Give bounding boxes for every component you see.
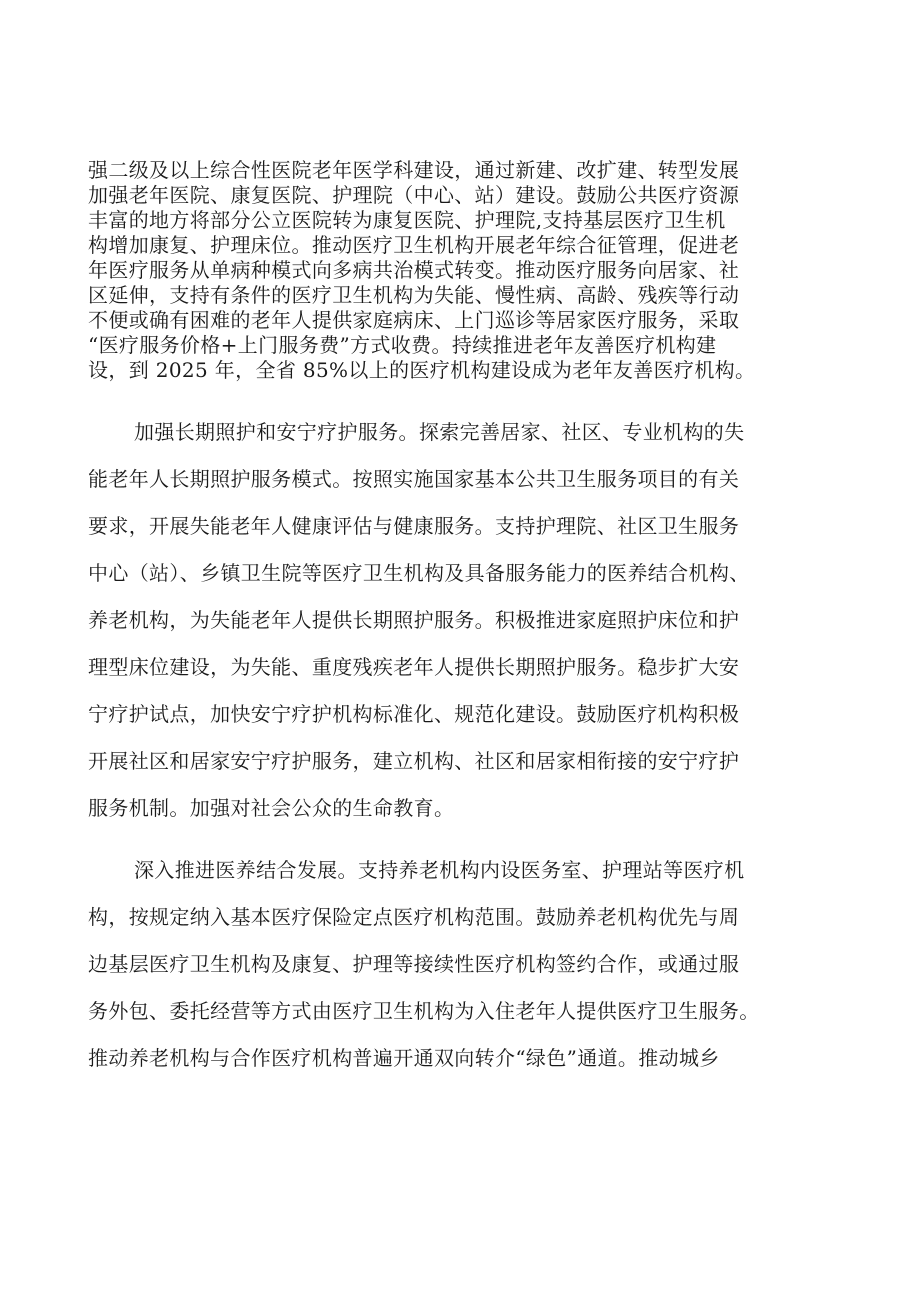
- text-line: 深入推进医养结合发展。支持养老机构内设医务室、护理站等医疗机: [134, 858, 745, 882]
- text-line: 务外包、委托经营等方式由医疗卫生机构为入住老年人提供医疗卫生服务。: [88, 999, 760, 1023]
- text-line: 加强老年医院、康复医院、护理院（中心、站）建设。鼓励公共医疗资源: [88, 183, 740, 207]
- text-line: 能老年人长期照护服务模式。按照实施国家基本公共卫生服务项目的有关: [88, 467, 740, 491]
- text-line: 推动养老机构与合作医疗机构普遍开通双向转介“绿色”通道。推动城乡: [88, 1046, 720, 1070]
- text-line: 加强长期照护和安宁疗护服务。探索完善居家、社区、专业机构的失: [134, 420, 745, 444]
- text-line: 中心（站）、乡镇卫生院等医疗卫生机构及具备服务能力的医养结合机构、: [88, 561, 750, 585]
- text-line: 不便或确有困难的老年人提供家庭病床、上门巡诊等居家医疗服务，采取: [88, 308, 740, 332]
- text-line: 要求，开展失能老年人健康评估与健康服务。支持护理院、社区卫生服务: [88, 514, 740, 538]
- text-line: 丰富的地方将部分公立医院转为康复医院、护理院,支持基层医疗卫生机: [88, 208, 726, 232]
- text-line: 边基层医疗卫生机构及康复、护理等接续性医疗机构签约合作，或通过服: [88, 952, 740, 976]
- text-line: 设，到 2025 年，全省 85%以上的医疗机构建设成为老年友善医疗机构。: [88, 358, 756, 382]
- text-line: 养老机构，为失能老年人提供长期照护服务。积极推进家庭照护床位和护: [88, 608, 740, 632]
- text-line: 服务机制。加强对社会公众的生命教育。: [88, 796, 455, 820]
- text-line: 强二级及以上综合性医院老年医学科建设，通过新建、改扩建、转型发展: [88, 158, 740, 182]
- text-line: 构增加康复、护理床位。推动医疗卫生机构开展老年综合征管理，促进老: [88, 233, 740, 257]
- text-line: 年医疗服务从单病种模式向多病共治模式转变。推动医疗服务向居家、社: [88, 258, 740, 282]
- text-line: 构，按规定纳入基本医疗保险定点医疗机构范围。鼓励养老机构优先与周: [88, 905, 740, 929]
- text-line: 区延伸，支持有条件的医疗卫生机构为失能、慢性病、高龄、残疾等行动: [88, 283, 740, 307]
- text-line: “医疗服务价格+上门服务费”方式收费。持续推进老年友善医疗机构建: [88, 333, 717, 357]
- text-line: 理型床位建设，为失能、重度残疾老年人提供长期照护服务。稳步扩大安: [88, 655, 740, 679]
- text-line: 开展社区和居家安宁疗护服务，建立机构、社区和居家相衔接的安宁疗护: [88, 749, 740, 773]
- text-line: 宁疗护试点，加快安宁疗护机构标准化、规范化建设。鼓励医疗机构积极: [88, 702, 740, 726]
